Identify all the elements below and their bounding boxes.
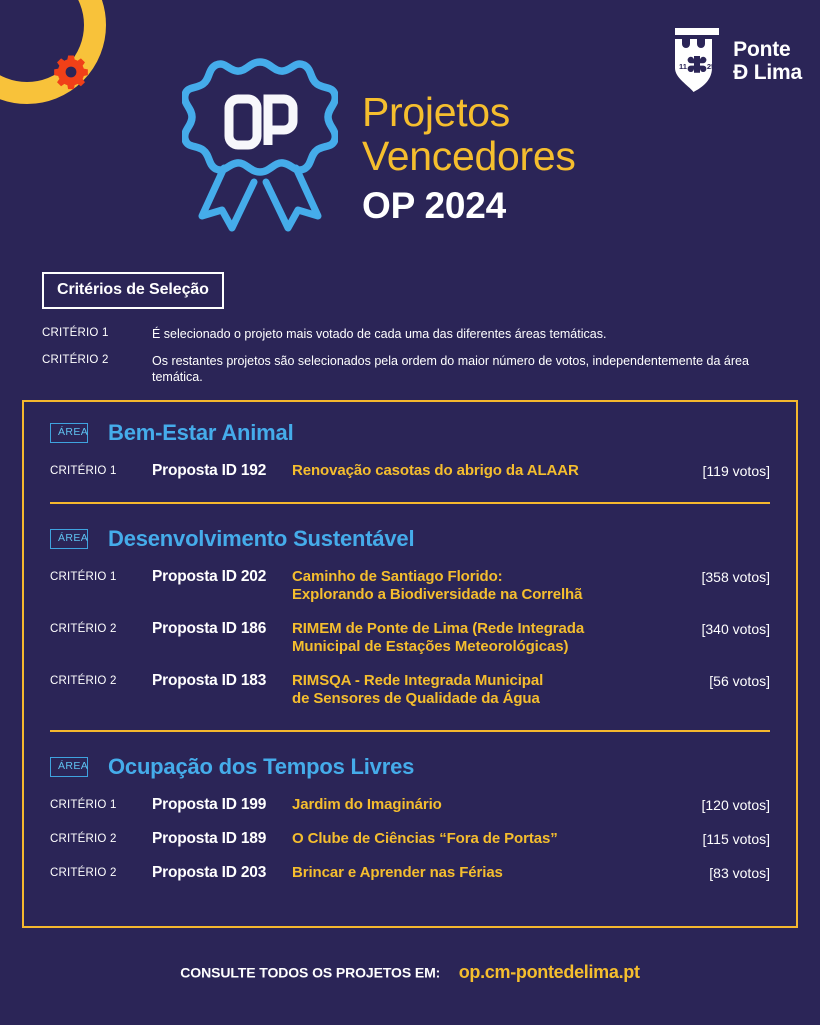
- criteria-row-text: Os restantes projetos são selecionados pela ordem do maior número de votos, independentemente da área temática.: [152, 354, 749, 384]
- area-header: [50, 420, 770, 446]
- project-row[interactable]: [50, 560, 770, 612]
- project-id: Proposta ID 199: [152, 796, 267, 813]
- project-title-line1: O Clube de Ciências “Fora de Portas”: [292, 830, 558, 847]
- header: [0, 0, 820, 250]
- project-title-line1: Jardim do Imaginário: [292, 796, 442, 813]
- project-id: Proposta ID 192: [152, 462, 267, 479]
- project-id: Proposta ID 189: [152, 830, 267, 847]
- criteria-row-label: CRITÉRIO 2: [42, 354, 109, 366]
- project-criterio: CRITÉRIO 2: [50, 833, 117, 845]
- title-line-op-2024: OP 2024: [362, 185, 506, 226]
- project-row[interactable]: [50, 612, 770, 664]
- project-row[interactable]: [50, 822, 770, 856]
- project-votes: [120 votos]: [701, 797, 770, 813]
- project-votes: [119 votos]: [702, 463, 770, 479]
- op-medal-icon: [182, 56, 338, 236]
- project-row[interactable]: [50, 664, 770, 716]
- area-header: [50, 754, 770, 780]
- project-title: [292, 672, 660, 708]
- shield-year-right: 25: [707, 62, 716, 71]
- project-row[interactable]: [50, 856, 770, 890]
- criteria-row: [42, 353, 782, 385]
- criteria-row-text: É selecionado o projeto mais votado de cada uma das diferentes áreas temáticas.: [152, 327, 607, 341]
- project-votes: [115 votos]: [702, 831, 770, 847]
- area-group-desenvolvimento-sustentavel: [50, 526, 770, 716]
- project-criterio: CRITÉRIO 2: [50, 675, 117, 687]
- area-title: Desenvolvimento Sustentável: [108, 526, 415, 551]
- project-votes: [340 votos]: [701, 621, 770, 637]
- brand-logo: [671, 26, 802, 96]
- project-criterio: CRITÉRIO 1: [50, 571, 117, 583]
- project-votes: [83 votos]: [709, 865, 770, 881]
- project-title: [292, 568, 660, 604]
- area-header: [50, 526, 770, 552]
- group-separator: [50, 730, 770, 732]
- project-title: [292, 620, 660, 656]
- project-id: Proposta ID 186: [152, 620, 267, 637]
- area-title: Bem-Estar Animal: [108, 420, 294, 445]
- area-title: Ocupação dos Tempos Livres: [108, 754, 415, 779]
- project-id: Proposta ID 202: [152, 568, 267, 585]
- title-line-projetos: Projetos: [362, 89, 511, 135]
- project-criterio: CRITÉRIO 1: [50, 465, 117, 477]
- project-criterio: CRITÉRIO 2: [50, 623, 117, 635]
- project-title: [292, 864, 660, 882]
- title-line-vencedores: Vencedores: [362, 133, 576, 179]
- project-title-line1: Renovação casotas do abrigo da ALAAR: [292, 462, 579, 479]
- footer-url-link[interactable]: op.cm-pontedelima.pt: [458, 962, 640, 982]
- project-title: [292, 830, 660, 848]
- project-votes: [56 votos]: [709, 673, 770, 689]
- criteria-section: [42, 272, 782, 396]
- brand-line-de-lima: Ð Lima: [733, 61, 802, 84]
- project-title-line1: Brincar e Aprender nas Férias: [292, 864, 503, 881]
- area-badge: ÁREA: [50, 529, 88, 549]
- criteria-list: [42, 326, 782, 385]
- project-title: [292, 796, 660, 814]
- project-criterio: CRITÉRIO 2: [50, 867, 117, 879]
- project-title-line1: RIMSQA - Rede Integrada Municipal: [292, 672, 544, 689]
- project-criterio: CRITÉRIO 1: [50, 799, 117, 811]
- project-title-line1: Caminho de Santiago Florido:: [292, 568, 503, 585]
- winning-projects-card: [22, 400, 798, 928]
- area-badge: ÁREA: [50, 757, 88, 777]
- project-id: Proposta ID 183: [152, 672, 267, 689]
- group-separator: [50, 502, 770, 504]
- project-title-line2: de Sensores de Qualidade da Água: [292, 690, 540, 707]
- project-votes: [358 votos]: [701, 569, 770, 585]
- page-title: [362, 90, 662, 228]
- area-badge: ÁREA: [50, 423, 88, 443]
- area-group-bem-estar-animal: [50, 420, 770, 488]
- project-title-line2: Municipal de Estações Meteorológicas): [292, 638, 569, 655]
- criteria-row-label: CRITÉRIO 1: [42, 327, 109, 339]
- brand-line-ponte: Ponte: [733, 38, 791, 61]
- project-row[interactable]: [50, 454, 770, 488]
- project-title: [292, 462, 660, 480]
- criteria-section-title: Critérios de Seleção: [42, 272, 224, 309]
- project-row[interactable]: [50, 788, 770, 822]
- project-title-line2: Explorando a Biodiversidade na Correlhã: [292, 586, 583, 603]
- ponte-de-lima-shield-icon: [671, 26, 723, 96]
- criteria-row: [42, 326, 782, 342]
- project-title-line1: RIMEM de Ponte de Lima (Rede Integrada: [292, 620, 585, 637]
- shield-year-left: 11: [679, 62, 688, 71]
- footer: [0, 962, 820, 983]
- brand-wordmark: [733, 38, 802, 84]
- area-group-ocupacao-dos-tempos-livres: [50, 754, 770, 890]
- project-id: Proposta ID 203: [152, 864, 267, 881]
- footer-label: CONSULTE TODOS OS PROJETOS EM:: [180, 964, 441, 981]
